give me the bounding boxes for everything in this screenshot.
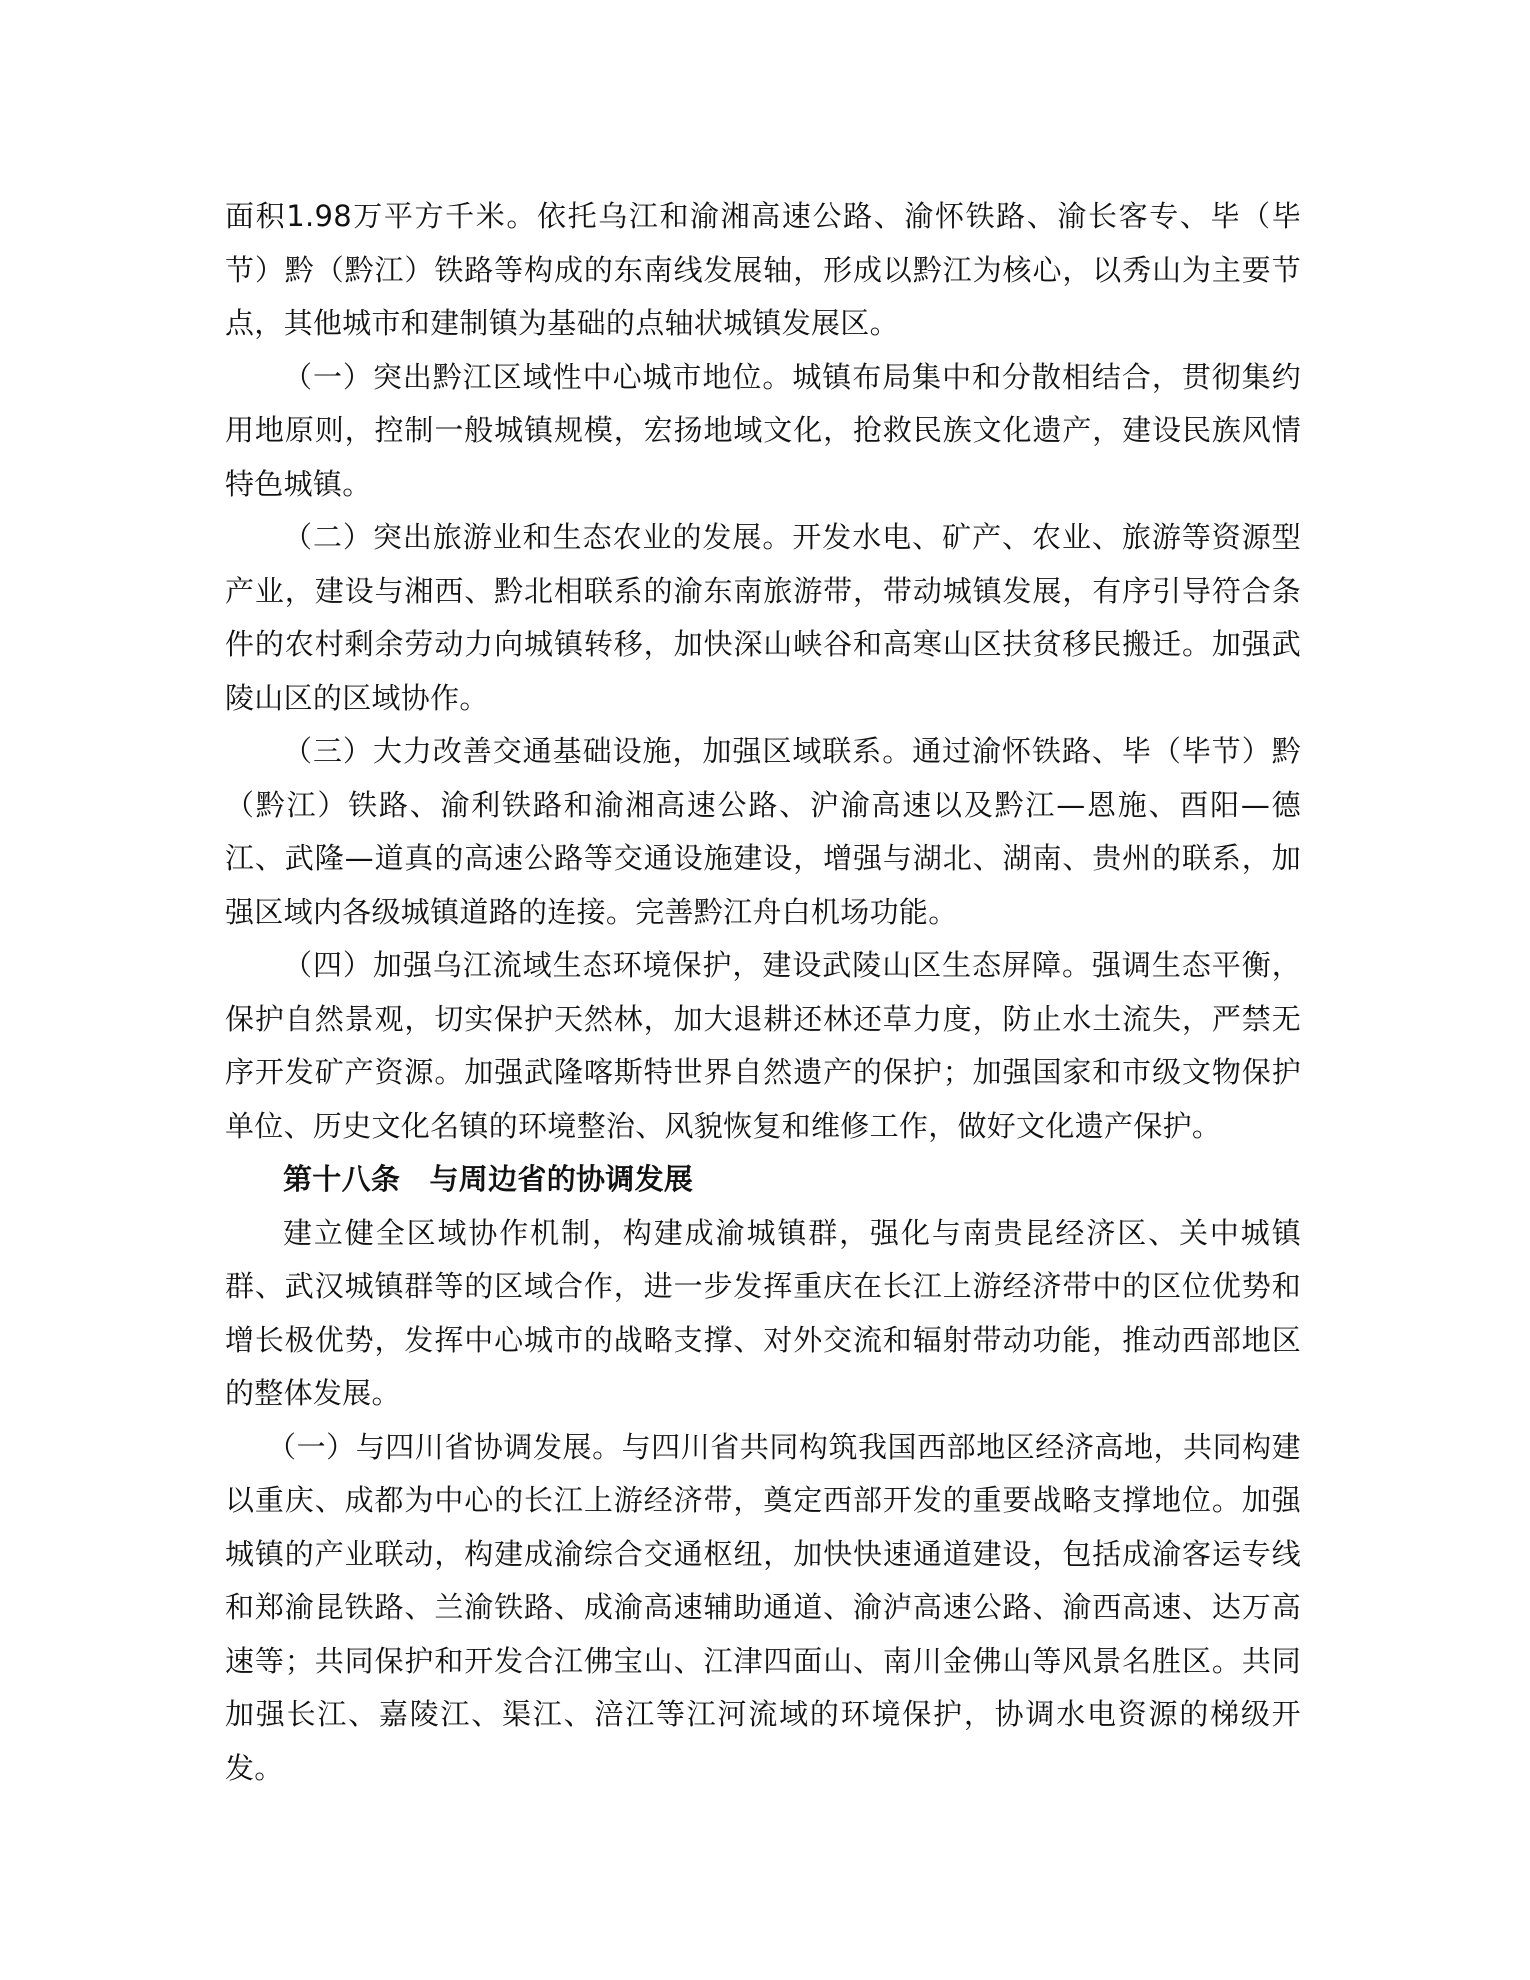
document-body (225, 190, 1301, 1795)
article-heading: 第十八条 与周边省的协调发展 (283, 1162, 694, 1196)
paragraph-item-1: （一）突出黔江区域性中心城市地位。城镇布局集中和分散相结合，贯彻集约用地原则，控制一般城镇规模，宏扬地域文化，抢救民族文化遗产，建设民族风情特色城镇。 (225, 359, 1301, 501)
paragraph-item-2: （二）突出旅游业和生态农业的发展。开发水电、矿产、农业、旅游等资源型产业，建设与湘西、黔北相联系的渝东南旅游带，带动城镇发展，有序引导符合条件的农村剩余劳动力向城镇转移，加快深山峡谷和高寒山区扶贫移民搬迁。加强武陵山区的区域协作。 (225, 520, 1301, 715)
paragraph-sichuan: （一）与四川省协调发展。与四川省共同构筑我国西部地区经济高地，共同构建以重庆、成都为中心的长江上游经济带，奠定西部开发的重要战略支撑地位。加强城镇的产业联动，构建成渝综合交通枢纽，加快快速通道建设，包括成渝客运专线和郑渝昆铁路、兰渝铁路、成渝高速辅助通道、渝泸高速公路、渝西高速、达万高速等；共同保护和开发合江佛宝山、江津四面山、南川金佛山等风景名胜区。共同加强长江、嘉陵江、渠江、涪江等江河流域的环境保护，协调水电资源的梯级开发。 (225, 1429, 1301, 1785)
paragraph-item-4: （四）加强乌江流域生态环境保护，建设武陵山区生态屏障。强调生态平衡，保护自然景观，切实保护天然林，加大退耕还林还草力度，防止水土流失，严禁无序开发矿产资源。加强武隆喀斯特世界自然遗产的保护；加强国家和市级文物保护单位、历史文化名镇的环境整治、风貌恢复和维修工作，做好文化遗产保护。 (225, 948, 1301, 1143)
paragraph-item-3: （三）大力改善交通基础设施，加强区域联系。通过渝怀铁路、毕（毕节）黔（黔江）铁路、渝利铁路和渝湘高速公路、沪渝高速以及黔江—恩施、酉阳—德江、武隆—道真的高速公路等交通设施建设，增强与湖北、湖南、贵州的联系，加强区域内各级城镇道路的连接。完善黔江舟白机场功能。 (225, 734, 1301, 929)
paragraph-continuation: 面积1.98万平方千米。依托乌江和渝湘高速公路、渝怀铁路、渝长客专、毕（毕节）黔（黔江）铁路等构成的东南线发展轴，形成以黔江为核心，以秀山为主要节点，其他城市和建制镇为基础的点轴状城镇发展区。 (225, 199, 1301, 340)
paragraph-article-intro: 建立健全区域协作机制，构建成渝城镇群，强化与南贵昆经济区、关中城镇群、武汉城镇群等的区域合作，进一步发挥重庆在长江上游经济带中的区位优势和增长极优势，发挥中心城市的战略支撑、对外交流和辐射带动功能，推动西部地区的整体发展。 (225, 1215, 1301, 1410)
